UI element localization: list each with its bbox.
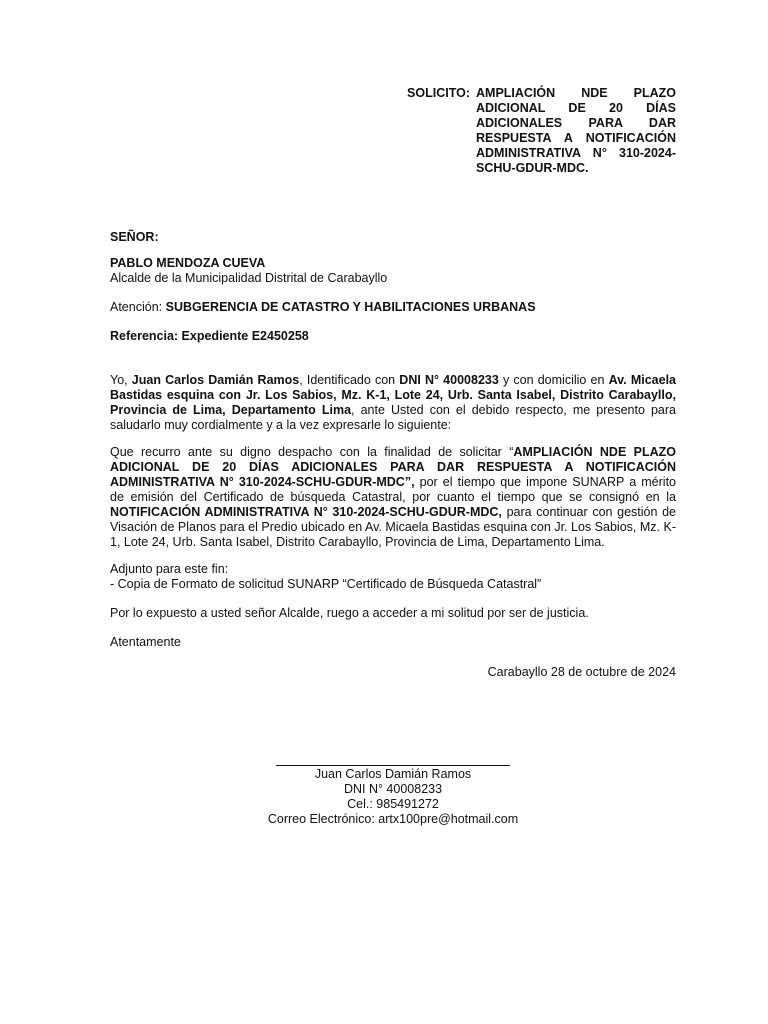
closing-paragraph: Por lo expuesto a usted señor Alcalde, ruego a acceder a mi solitud por ser de justicia.: [110, 606, 589, 620]
signer-email: Correo Electrónico: artx100pre@hotmail.com: [267, 812, 519, 826]
sign-off: Atentamente: [110, 635, 181, 649]
request-header: [400, 86, 676, 176]
addressee-title: Alcalde de la Municipalidad Distrital de Carabayllo: [110, 271, 388, 285]
signature-block: [250, 765, 536, 827]
request-paragraph: Que recurro ante su digno despacho con la finalidad de solicitar “AMPLIACIÓN NDE PLAZO ADICIONAL DE 20 DÍAS ADICIONALES PARA DAR RESPUESTA A NOTIFICACIÓN ADMINISTRATIVA N° 310-2024-SCHU-GDUR-MDC”, por el tiempo que impone SUNARP a mérito de emisión del Certificado de búsqueda Catastral, por cuanto el tiempo que se consignó en la NOTIFICACIÓN ADMINISTRATIVA N° 310-2024-SCHU-GDUR-MDC, para continuar con gestión de Visación de Planos para el Predio ubicado en Av. Micaela Bastidas esquina con Jr. Los Sabios, Mz. K-1, Lote 24, Urb. Santa Isabel, Distrito Carabayllo, Provincia de Lima, Departamento Lima.: [110, 445, 677, 549]
attention-line: [110, 300, 676, 315]
signer-phone: Cel.: 985491272: [347, 797, 439, 811]
signer-name: Juan Carlos Damián Ramos: [314, 767, 472, 781]
request-subject: AMPLIACIÓN NDE PLAZO ADICIONAL DE 20 DÍAS ADICIONALES PARA DAR RESPUESTA A NOTIFICACIÓN ADMINISTRATIVA N° 310-2024-SCHU-GDUR-MDC.: [476, 86, 676, 175]
place-date: Carabayllo 28 de octubre de 2024: [487, 665, 676, 679]
signature-line: [276, 765, 510, 766]
attachment-item: - Copia de Formato de solicitud SUNARP “Certificado de Búsqueda Catastral”: [110, 577, 542, 591]
addressee-name: PABLO MENDOZA CUEVA: [110, 256, 266, 270]
attachments: [110, 562, 676, 592]
addressee-block: [110, 256, 676, 286]
request-label: SOLICITO:: [407, 86, 470, 100]
salutation: SEÑOR:: [110, 230, 159, 244]
attention-label: Atención:: [110, 300, 163, 314]
reference-line: Referencia: Expediente E2450258: [110, 329, 309, 343]
attention-value: SUBGERENCIA DE CATASTRO Y HABILITACIONES URBANAS: [165, 300, 536, 314]
intro-paragraph: Yo, Juan Carlos Damián Ramos, Identificado con DNI N° 40008233 y con domicilio en Av. Micaela Bastidas esquina con Jr. Los Sabios, Mz. K-1, Lote 24, Urb. Santa Isabel, Distrito Carabayllo, Provincia de Lima, Departamento Lima, ante Usted con el debido respecto, me presento para saludarlo muy cordialmente y a la vez expresarle lo siguiente:: [110, 373, 677, 432]
signer-dni: DNI N° 40008233: [343, 782, 443, 796]
attachments-title: Adjunto para este fin:: [110, 562, 229, 576]
